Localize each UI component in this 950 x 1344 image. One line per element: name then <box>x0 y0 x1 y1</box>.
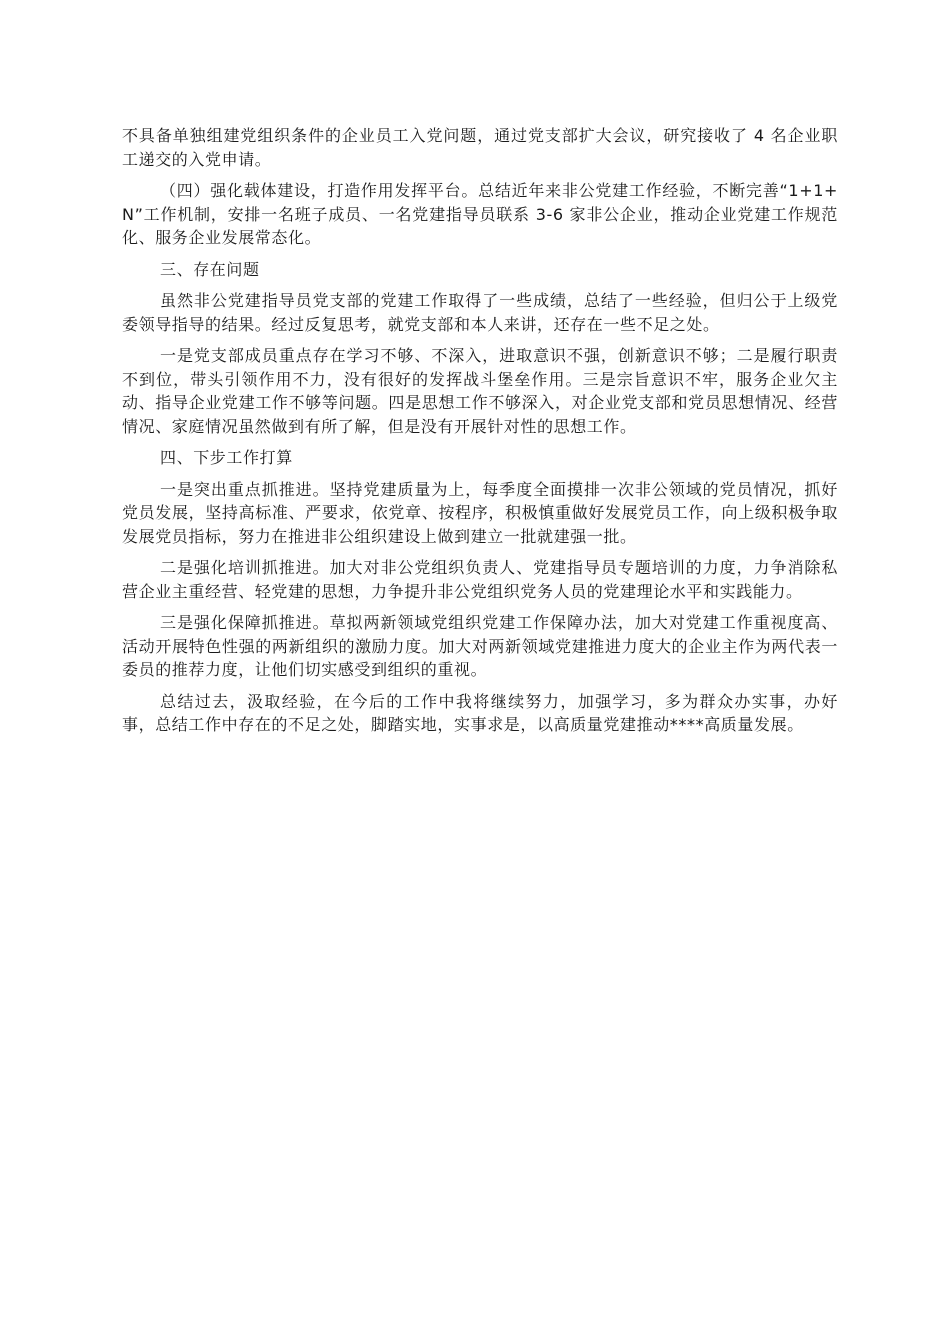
paragraph-3: 虽然非公党建指导员党支部的党建工作取得了一些成绩，总结了一些经验，但归公于上级党委领导指导的结果。经过反复思考，就党支部和本人来讲，还存在一些不足之处。 <box>122 291 838 334</box>
paragraph-5: 一是突出重点抓推进。坚持党建质量为上，每季度全面摸排一次非公领域的党员情况，抓好党员发展，坚持高标准、严要求，依党章、按程序，积极慎重做好发展党员工作，向上级积极争取发展党员指标，努力在推进非公组织建设上做到建立一批就建强一批。 <box>122 479 838 546</box>
paragraph-4: 一是党支部成员重点存在学习不够、不深入，进取意识不强，创新意识不够；二是履行职责不到位，带头引领作用不力，没有很好的发挥战斗堡垒作用。三是宗旨意识不牢，服务企业欠主动、指导企业党建工作不够等问题。四是思想工作不够深入，对企业党支部和党员思想情况、经营情况、家庭情况虽然做到有所了解，但是没有开展针对性的思想工作。 <box>122 346 838 436</box>
section-heading-next-steps: 四、下步工作打算 <box>160 448 293 467</box>
paragraph-2: （四）强化载体建设，打造作用发挥平台。总结近年来非公党建工作经验，不断完善“1+1+N”工作机制，安排一名班子成员、一名党建指导员联系 3-6 家非公企业，推动企业党建工作规范化、服务企业发展常态化。 <box>122 181 838 247</box>
paragraph-1: 不具备单独组建党组织条件的企业员工入党问题，通过党支部扩大会议，研究接收了 4 名企业职工递交的入党申请。 <box>122 126 838 169</box>
paragraph-8: 总结过去，汲取经验，在今后的工作中我将继续努力，加强学习，多为群众办实事，办好事，总结工作中存在的不足之处，脚踏实地，实事求是，以高质量党建推动****高质量发展。 <box>122 691 838 734</box>
paragraph-6: 二是强化培训抓推进。加大对非公党组织负责人、党建指导员专题培训的力度，力争消除私营企业主重经营、轻党建的思想，力争提升非公党组织党务人员的党建理论水平和实践能力。 <box>122 558 838 601</box>
section-heading-problems: 三、存在问题 <box>160 259 260 279</box>
paragraph-7: 三是强化保障抓推进。草拟两新领域党组织党建工作保障办法，加大对党建工作重视度高、活动开展特色性强的两新组织的激励力度。加大对两新领域党建推进力度大的企业主作为两代表一委员的推荐力度，让他们切实感受到组织的重视。 <box>122 613 838 679</box>
document-page <box>122 124 838 745</box>
